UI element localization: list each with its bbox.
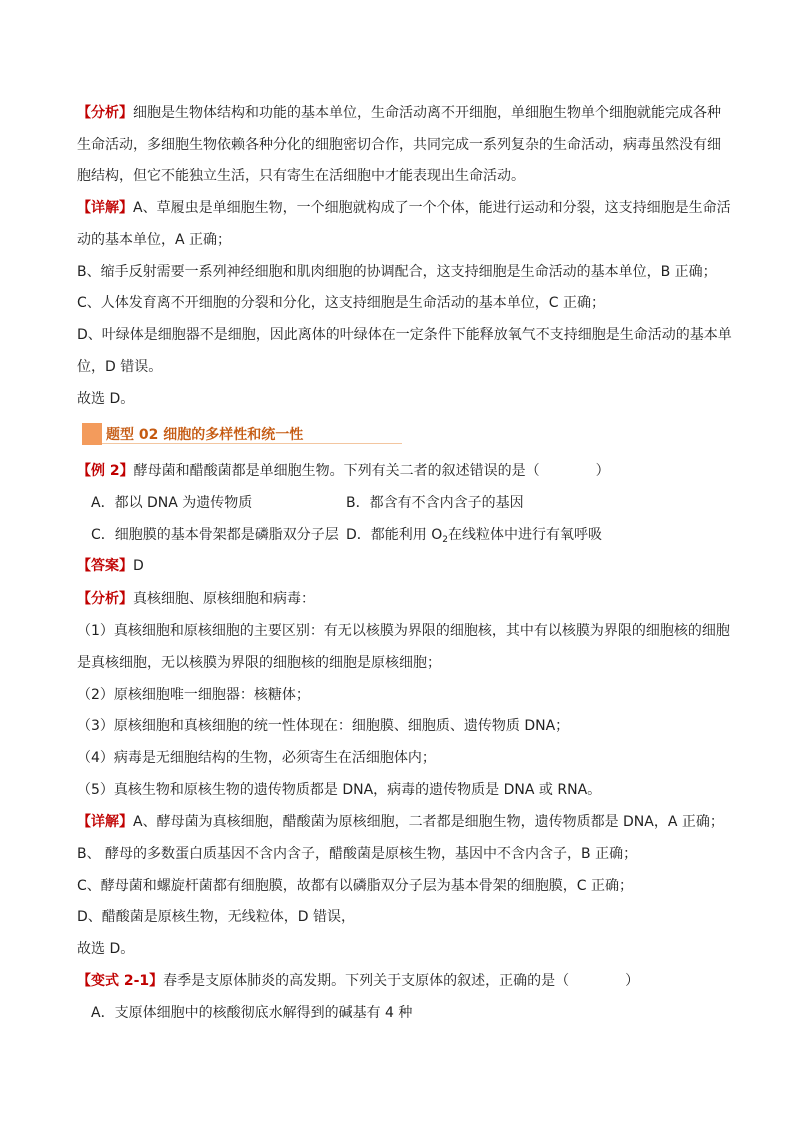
analysis-text: （2）原核细胞唯一细胞器：核糖体； [77, 687, 310, 703]
answer-line [77, 556, 144, 576]
section-marker-icon [82, 423, 102, 445]
analysis-text: （5）真核生物和原核生物的遗传物质都是 DNA，病毒的遗传物质是 DNA 或 RNA。 [77, 782, 602, 798]
option-a: A．支原体细胞中的核酸彻底水解得到的碱基有 4 种 [91, 1005, 413, 1021]
example-question [77, 461, 610, 481]
analysis-paragraph-line [77, 589, 315, 609]
analysis-text: 细胞是生物体结构和功能的基本单位，生命活动离不开细胞，单细胞生物单个细胞就能完成各种 [133, 105, 721, 121]
analysis-text: （4）病毒是无细胞结构的生物，必须寄生在活细胞体内； [77, 750, 436, 766]
answer-tag: 【答案】 [77, 558, 133, 574]
option-a: A．都以 DNA 为遗传物质 [91, 495, 253, 511]
detail-text: D、醋酸菌是原核生物，无线粒体，D 错误， [77, 909, 356, 925]
detail-tag: 【详解】 [77, 814, 133, 830]
analysis-text: 是真核细胞，无以核膜为界限的细胞核的细胞是原核细胞； [77, 655, 441, 671]
detail-text: D、叶绿体是细胞器不是细胞，因此离体的叶绿体在一定条件下能释放氧气不支持细胞是生命活动的基本单 [77, 327, 732, 343]
detail-tag: 【详解】 [77, 200, 133, 216]
option-d-subscript: 2 [442, 535, 448, 545]
detail-text: C、人体发育离不开细胞的分裂和分化，这支持细胞是生命活动的基本单位，C 正确； [77, 295, 605, 311]
section-title: 题型 02 细胞的多样性和统一性 [106, 427, 304, 443]
analysis-tag: 【分析】 [77, 105, 133, 121]
detail-text: A、酵母菌为真核细胞，醋酸菌为原核细胞，二者都是细胞生物，遗传物质都是 DNA，A 正确； [133, 814, 724, 830]
analysis-text: （3）原核细胞和真核细胞的统一性体现在：细胞膜、细胞质、遗传物质 DNA； [77, 718, 570, 734]
option-d-text: 在线粒体中进行有氧呼吸 [447, 527, 602, 543]
analysis-text: 生命活动，多细胞生物依赖各种分化的细胞密切合作，共同完成一系列复杂的生命活动，病毒虽然没有细 [77, 137, 721, 153]
variant-tag: 【变式 2-1】 [77, 973, 164, 989]
detail-paragraph-line [77, 812, 724, 832]
variant-stem: 春季是支原体肺炎的高发期。下列关于支原体的叙述，正确的是（ ） [163, 973, 640, 989]
detail-text: 动的基本单位，A 正确； [77, 232, 232, 248]
section-header [82, 423, 502, 445]
example-stem: 酵母菌和醋酸菌都是单细胞生物。下列有关二者的叙述错误的是（ ） [133, 463, 610, 479]
analysis-text: 胞结构，但它不能独立生活，只有寄生在活细胞中才能表现出生命活动。 [77, 168, 525, 184]
analysis-text: （1）真核细胞和原核细胞的主要区别：有无以核膜为界限的细胞核，其中有以核膜为界限的细胞核的细胞 [77, 623, 730, 639]
answer-value: D [133, 558, 144, 574]
detail-text: B、 酵母的多数蛋白质基因不含内含子，醋酸菌是原核生物，基因中不含内含子，B 正确； [77, 846, 638, 862]
analysis-text: 真核细胞、原核细胞和病毒： [133, 591, 315, 607]
variant-question [77, 971, 639, 991]
example-tag: 【例 2】 [77, 463, 134, 479]
detail-text: A、草履虫是单细胞生物，一个细胞就构成了一个个体，能进行运动和分裂，这支持细胞是生命活 [133, 200, 731, 216]
detail-paragraph-line [77, 198, 731, 218]
option-d [346, 525, 602, 550]
detail-text: B、缩手反射需要一系列神经细胞和肌肉细胞的协调配合，这支持细胞是生命活动的基本单位，B 正确； [77, 264, 717, 280]
conclusion-text: 故选 D。 [77, 941, 135, 957]
option-d-text: D．都能利用 O [346, 527, 443, 543]
detail-text: C、酵母菌和螺旋杆菌都有细胞膜，故都有以磷脂双分子层为基本骨架的细胞膜，C 正确； [77, 878, 633, 894]
option-c: C．细胞膜的基本骨架都是磷脂双分子层 [91, 527, 339, 543]
detail-text: 位，D 错误。 [77, 359, 163, 375]
conclusion-text: 故选 D。 [77, 391, 135, 407]
option-b: B．都含有不含内含子的基因 [346, 495, 524, 511]
analysis-tag: 【分析】 [77, 591, 133, 607]
analysis-paragraph-line [77, 103, 721, 123]
